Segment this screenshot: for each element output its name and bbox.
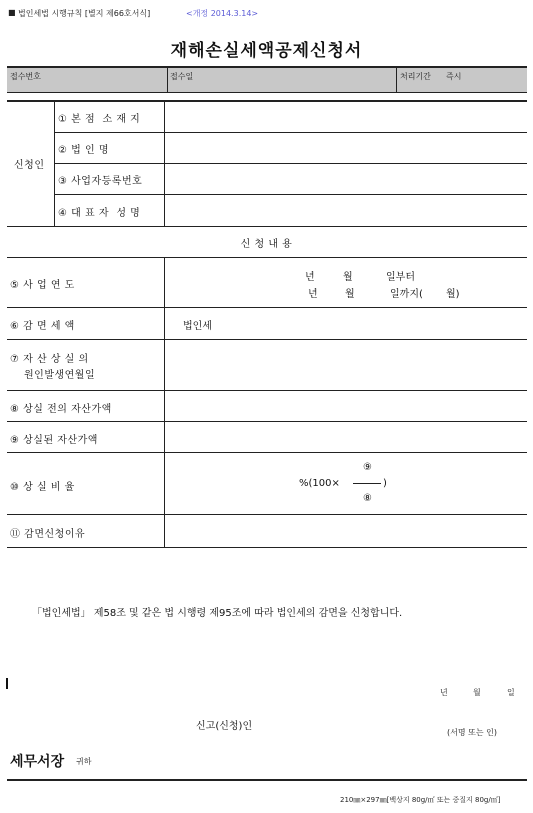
signer-label: 신고(신청)인 xyxy=(196,721,253,732)
applicant-group-label: 신청인 xyxy=(14,160,45,171)
corporation-name-field[interactable] xyxy=(166,134,526,162)
pre-loss-asset-value-label: ⑧ 상실 전의 자산가액 xyxy=(10,404,112,415)
asset-loss-cause-label: ⑦ 자 산 상 실 의 xyxy=(10,354,89,365)
business-registration-number-field[interactable] xyxy=(166,165,526,193)
addressee-title: 세무서장 xyxy=(10,754,65,770)
loss-ratio-fraction-bar xyxy=(353,483,381,484)
text-cursor xyxy=(6,678,8,689)
reduction-amount-label: ⑥ 감 면 세 액 xyxy=(10,321,75,332)
business-registration-number-label: ③ 사업자등록번호 xyxy=(58,176,143,187)
business-year-from-day: 일부터 xyxy=(386,272,415,283)
loss-ratio-field[interactable] xyxy=(166,454,526,513)
reduction-reason-field[interactable] xyxy=(166,516,526,546)
processing-period-label: 처리기간 xyxy=(400,72,431,81)
application-statement: 「법인세법」 제58조 및 같은 법 시행령 제95조에 따라 법인세의 감면을 신청합니다. xyxy=(32,608,403,619)
receipt-number-label: 접수번호 xyxy=(10,72,41,81)
date-month-label: 월 xyxy=(473,688,481,697)
reduction-amount-field[interactable] xyxy=(230,309,526,338)
reduction-reason-label: ⑪ 감면신청이유 xyxy=(10,529,86,540)
business-year-from-year: 년 xyxy=(305,272,315,283)
header-bullet: ■ xyxy=(8,8,16,17)
reduction-amount-tax-type: 법인세 xyxy=(183,321,212,332)
head-office-address-field[interactable] xyxy=(166,103,526,131)
corporation-name-label: ② 법 인 명 xyxy=(58,145,109,156)
business-year-label: ⑤ 사 업 연 도 xyxy=(10,280,75,291)
business-year-from-month: 월 xyxy=(343,272,353,283)
lost-asset-value-field[interactable] xyxy=(166,423,526,451)
revision-label: <개정 2014.3.14> xyxy=(186,9,259,18)
loss-ratio-denominator: ⑧ xyxy=(363,493,372,504)
processing-period-value: 즉시 xyxy=(446,72,462,81)
loss-ratio-prefix: %(100× xyxy=(299,478,340,489)
loss-ratio-suffix: ) xyxy=(383,478,387,489)
receipt-date-label: 접수일 xyxy=(170,72,194,81)
business-year-to-day: 일까지( xyxy=(390,289,423,300)
asset-loss-cause-date-label: 원인발생연월일 xyxy=(24,370,96,381)
representative-name-label: ④ 대 표 자 성 명 xyxy=(58,208,141,219)
business-year-to-year: 년 xyxy=(308,289,318,300)
business-year-months: 월) xyxy=(446,289,460,300)
asset-loss-date-field[interactable] xyxy=(166,341,526,389)
loss-ratio-numerator: ⑨ xyxy=(363,462,372,473)
addressee-suffix: 귀하 xyxy=(76,757,92,766)
signer-name-field[interactable] xyxy=(270,712,440,732)
date-day-label: 일 xyxy=(507,688,515,697)
representative-name-field[interactable] xyxy=(166,196,526,225)
signature-note: (서명 또는 인) xyxy=(447,728,497,737)
date-year-label: 년 xyxy=(440,688,448,697)
lost-asset-value-label: ⑨ 상실된 자산가액 xyxy=(10,435,98,446)
head-office-address-label: ① 본 점 소 재 지 xyxy=(58,114,141,125)
application-content-header: 신 청 내 용 xyxy=(240,239,293,250)
form-title: 재해손실세액공제신청서 xyxy=(170,41,363,61)
loss-ratio-label: ⑩ 상 실 비 율 xyxy=(10,482,75,493)
pre-loss-asset-value-field[interactable] xyxy=(166,392,526,420)
paper-spec: 210㎜×297㎜[백상지 80g/㎡ 또는 중질지 80g/㎡] xyxy=(340,796,501,804)
business-year-to-month: 월 xyxy=(345,289,355,300)
regulation-label: 법인세법 시행규칙 [별지 제66호서식] xyxy=(18,9,151,18)
